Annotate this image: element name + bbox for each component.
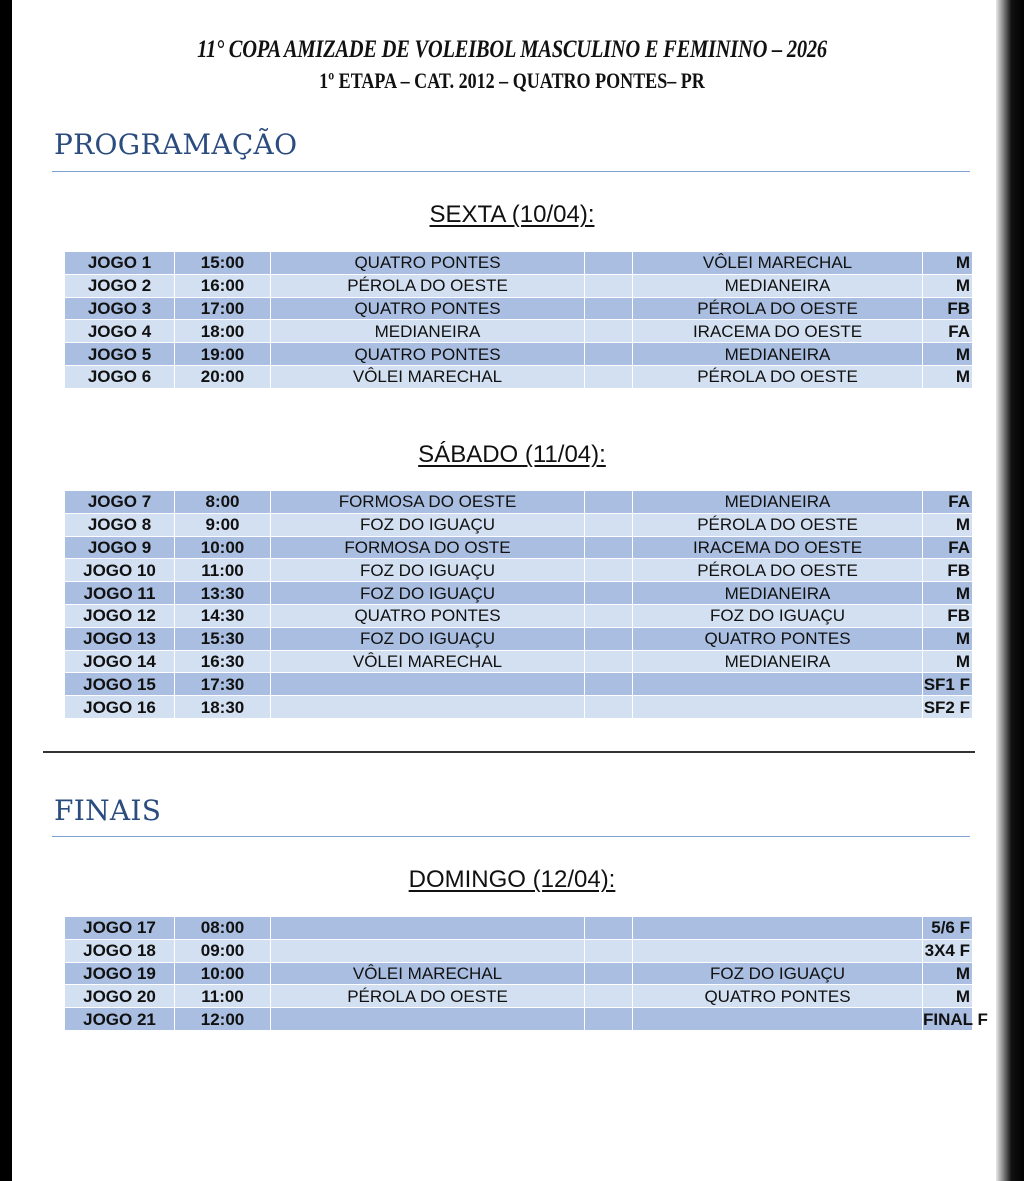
spacer-cell <box>585 513 633 536</box>
time-cell: 17:00 <box>175 297 271 320</box>
category-cell: FA <box>923 320 973 343</box>
team-b-cell: FOZ DO IGUAÇU <box>633 962 923 985</box>
time-cell: 15:00 <box>175 252 271 275</box>
category-cell: SF1 F <box>923 673 973 696</box>
day-title-domingo-text: DOMINGO (12/04): <box>408 866 616 893</box>
section-heading-programacao: PROGRAMAÇÃO <box>54 128 298 161</box>
game-cell: JOGO 3 <box>65 297 175 320</box>
team-b-cell: FOZ DO IGUAÇU <box>633 604 923 627</box>
team-b-cell: MEDIANEIRA <box>633 491 923 514</box>
team-b-cell: PÉROLA DO OESTE <box>633 559 923 582</box>
time-cell: 18:30 <box>175 696 271 719</box>
section-rule <box>52 836 970 837</box>
team-a-cell: FORMOSA DO OESTE <box>271 491 585 514</box>
team-a-cell: QUATRO PONTES <box>271 604 585 627</box>
time-cell: 09:00 <box>175 939 271 962</box>
day-title-sexta <box>0 201 1024 229</box>
team-b-cell <box>633 917 923 940</box>
game-cell: JOGO 8 <box>65 513 175 536</box>
time-cell: 10:00 <box>175 536 271 559</box>
table-row <box>65 513 973 536</box>
schedule-table-sabado <box>64 490 973 719</box>
time-cell: 12:00 <box>175 1008 271 1031</box>
team-b-cell: IRACEMA DO OESTE <box>633 320 923 343</box>
table-row <box>65 917 973 940</box>
time-cell: 16:00 <box>175 274 271 297</box>
team-a-cell <box>271 696 585 719</box>
category-cell: M <box>923 582 973 605</box>
time-cell: 19:00 <box>175 343 271 366</box>
spacer-cell <box>585 627 633 650</box>
time-cell: 17:30 <box>175 673 271 696</box>
team-a-cell: FOZ DO IGUAÇU <box>271 582 585 605</box>
category-cell: M <box>923 343 973 366</box>
spacer-cell <box>585 696 633 719</box>
team-b-cell: PÉROLA DO OESTE <box>633 513 923 536</box>
team-b-cell: VÔLEI MARECHAL <box>633 252 923 275</box>
day-title-domingo <box>0 866 1024 894</box>
table-row <box>65 343 973 366</box>
game-cell: JOGO 9 <box>65 536 175 559</box>
game-cell: JOGO 17 <box>65 917 175 940</box>
time-cell: 8:00 <box>175 491 271 514</box>
team-b-cell <box>633 696 923 719</box>
team-a-cell: FOZ DO IGUAÇU <box>271 627 585 650</box>
category-cell: M <box>923 513 973 536</box>
team-a-cell: VÔLEI MARECHAL <box>271 365 585 388</box>
game-cell: JOGO 14 <box>65 650 175 673</box>
spacer-cell <box>585 365 633 388</box>
category-cell: 3X4 F <box>923 939 973 962</box>
game-cell: JOGO 12 <box>65 604 175 627</box>
game-cell: JOGO 5 <box>65 343 175 366</box>
spacer-cell <box>585 252 633 275</box>
table-row <box>65 962 973 985</box>
page-edge-shadow <box>996 0 1024 1181</box>
table-row <box>65 252 973 275</box>
time-cell: 16:30 <box>175 650 271 673</box>
category-cell: FB <box>923 559 973 582</box>
team-b-cell: MEDIANEIRA <box>633 343 923 366</box>
team-a-cell: QUATRO PONTES <box>271 252 585 275</box>
category-cell: 5/6 F <box>923 917 973 940</box>
category-cell: FINAL F <box>923 1009 988 1029</box>
spacer-cell <box>585 917 633 940</box>
spacer-cell <box>585 650 633 673</box>
game-cell: JOGO 11 <box>65 582 175 605</box>
game-cell: JOGO 10 <box>65 559 175 582</box>
document-title: 11° COPA AMIZADE DE VOLEIBOL MASCULINO E FEMININO – 2026 <box>197 36 827 63</box>
team-a-cell: QUATRO PONTES <box>271 343 585 366</box>
team-a-cell <box>271 1008 585 1031</box>
table-row <box>65 559 973 582</box>
team-a-cell: PÉROLA DO OESTE <box>271 985 585 1008</box>
table-row <box>65 650 973 673</box>
schedule-table-domingo <box>64 916 988 1031</box>
team-a-cell: PÉROLA DO OESTE <box>271 274 585 297</box>
table-row <box>65 673 973 696</box>
category-cell: FA <box>923 536 973 559</box>
time-cell: 13:30 <box>175 582 271 605</box>
table-row <box>65 696 973 719</box>
table-row <box>65 985 973 1008</box>
team-a-cell: FOZ DO IGUAÇU <box>271 559 585 582</box>
schedule-table-sexta <box>64 251 973 389</box>
time-cell: 20:00 <box>175 365 271 388</box>
game-cell: JOGO 18 <box>65 939 175 962</box>
table-row <box>65 627 973 650</box>
category-cell: M <box>923 365 973 388</box>
section-heading-finais: FINAIS <box>54 794 162 827</box>
spacer-cell <box>585 343 633 366</box>
table-row <box>65 536 973 559</box>
team-a-cell: MEDIANEIRA <box>271 320 585 343</box>
spacer-cell <box>585 491 633 514</box>
team-b-cell: PÉROLA DO OESTE <box>633 297 923 320</box>
spacer-cell <box>585 985 633 1008</box>
day-title-sexta-text: SEXTA (10/04): <box>429 201 595 228</box>
category-cell: M <box>923 627 973 650</box>
day-title-sabado-text: SÁBADO (11/04): <box>418 441 606 468</box>
team-b-cell: MEDIANEIRA <box>633 582 923 605</box>
team-a-cell <box>271 939 585 962</box>
game-cell: JOGO 7 <box>65 491 175 514</box>
spacer-cell <box>585 274 633 297</box>
time-cell: 11:00 <box>175 559 271 582</box>
category-cell: M <box>923 252 973 275</box>
document-subtitle: 1º ETAPA – CAT. 2012 – QUATRO PONTES– PR <box>319 68 705 93</box>
table-row <box>65 274 973 297</box>
game-cell: JOGO 20 <box>65 985 175 1008</box>
team-a-cell <box>271 673 585 696</box>
game-cell: JOGO 15 <box>65 673 175 696</box>
team-b-cell: MEDIANEIRA <box>633 650 923 673</box>
table-row <box>65 297 973 320</box>
table-row <box>65 582 973 605</box>
time-cell: 15:30 <box>175 627 271 650</box>
team-b-cell <box>633 673 923 696</box>
category-cell: M <box>923 274 973 297</box>
spacer-cell <box>585 559 633 582</box>
table-row <box>65 365 973 388</box>
spacer-cell <box>585 673 633 696</box>
team-b-cell <box>633 939 923 962</box>
category-cell: FB <box>923 297 973 320</box>
game-cell: JOGO 13 <box>65 627 175 650</box>
time-cell: 18:00 <box>175 320 271 343</box>
table-row <box>65 320 973 343</box>
table-row <box>65 1008 973 1031</box>
game-cell: JOGO 21 <box>65 1008 175 1031</box>
team-a-cell: FORMOSA DO OSTE <box>271 536 585 559</box>
game-cell: JOGO 2 <box>65 274 175 297</box>
team-a-cell: VÔLEI MARECHAL <box>271 650 585 673</box>
game-cell: JOGO 4 <box>65 320 175 343</box>
team-b-cell: QUATRO PONTES <box>633 985 923 1008</box>
team-a-cell <box>271 917 585 940</box>
day-title-sabado <box>0 441 1024 469</box>
table-row <box>65 604 973 627</box>
spacer-cell <box>585 297 633 320</box>
team-a-cell: VÔLEI MARECHAL <box>271 962 585 985</box>
spacer-cell <box>585 1008 633 1031</box>
team-b-cell <box>633 1008 923 1031</box>
spacer-cell <box>585 962 633 985</box>
spacer-cell <box>585 320 633 343</box>
game-cell: JOGO 19 <box>65 962 175 985</box>
spacer-cell <box>585 604 633 627</box>
spacer-cell <box>585 939 633 962</box>
page-divider <box>43 751 975 753</box>
spacer-cell <box>585 536 633 559</box>
table-row <box>65 939 973 962</box>
time-cell: 11:00 <box>175 985 271 1008</box>
table-row <box>65 491 973 514</box>
time-cell: 9:00 <box>175 513 271 536</box>
category-cell: FB <box>923 604 973 627</box>
game-cell: JOGO 16 <box>65 696 175 719</box>
team-a-cell: FOZ DO IGUAÇU <box>271 513 585 536</box>
category-cell: M <box>923 985 973 1008</box>
time-cell: 10:00 <box>175 962 271 985</box>
category-cell: M <box>923 962 973 985</box>
team-b-cell: QUATRO PONTES <box>633 627 923 650</box>
time-cell: 08:00 <box>175 917 271 940</box>
game-cell: JOGO 1 <box>65 252 175 275</box>
category-cell: M <box>923 650 973 673</box>
category-cell: FA <box>923 491 973 514</box>
game-cell: JOGO 6 <box>65 365 175 388</box>
team-a-cell: QUATRO PONTES <box>271 297 585 320</box>
category-cell: SF2 F <box>923 696 973 719</box>
team-b-cell: PÉROLA DO OESTE <box>633 365 923 388</box>
team-b-cell: IRACEMA DO OESTE <box>633 536 923 559</box>
section-rule <box>52 171 970 172</box>
spacer-cell <box>585 582 633 605</box>
team-b-cell: MEDIANEIRA <box>633 274 923 297</box>
time-cell: 14:30 <box>175 604 271 627</box>
